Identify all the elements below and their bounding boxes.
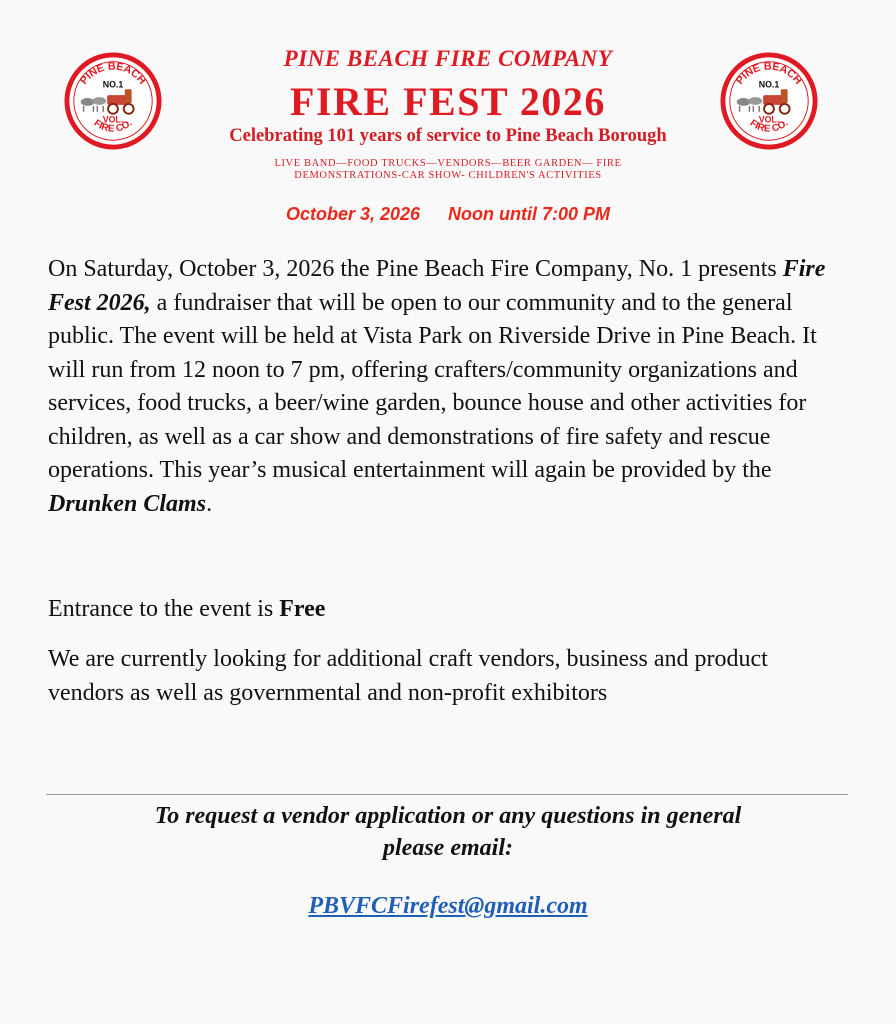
request-line-1: To request a vendor application or any questions in general <box>154 803 742 829</box>
page-title: FIRE FEST 2026 <box>290 79 606 124</box>
activities-line-1: LIVE BAND—FOOD TRUCKS—VENDORS—BEER GARDEN— FIRE <box>274 158 622 169</box>
subtitle: Celebrating 101 years of service to Pine Beach Borough <box>229 126 667 146</box>
request-instructions <box>0 800 896 864</box>
entrance-info <box>48 593 848 627</box>
event-date-row <box>0 204 896 225</box>
vendor-call: We are currently looking for additional craft vendors, business and product vendors as well as governmental and non-profit exhibitors <box>48 646 768 706</box>
event-time: Noon until 7:00 PM <box>448 204 611 224</box>
email-link[interactable]: PBVFCFirefest@gmail.com <box>308 893 588 919</box>
logo-bottom-text: FIRE CO. <box>747 117 791 135</box>
activities-list <box>0 158 896 182</box>
activities-line-2: DEMONSTRATIONS-CAR SHOW- CHILDREN'S ACTIVITIES <box>294 170 602 181</box>
description-text-2: a fundraiser that will be open to our community and to the general public. The event will be held at Vista Park on Riverside Drive in Pine Beach. It will run from 12 noon to 7 pm, offering crafters/community organizations and services, food trucks, a beer/wine garden, bounce house and other activities for children, as well as a car show and demonstrations of fire safety and rescue operations. This year’s musical entertainment will again be provided by the <box>48 289 817 483</box>
email-container <box>0 893 896 920</box>
logo-number: NO.1 <box>758 79 780 90</box>
entrance-text: Entrance to the event is <box>48 596 280 622</box>
logo-vol: VOL. <box>758 114 780 125</box>
description-text-3: . <box>206 490 213 517</box>
event-name-emphasis: Fire Fest 2026, <box>48 256 826 316</box>
company-name: PINE BEACH FIRE COMPANY <box>283 46 613 71</box>
logo-bottom-text: FIRE CO. <box>91 117 135 135</box>
band-name: Drunken Clams <box>48 490 207 517</box>
logo-top-text: PINE BEACH <box>77 60 149 87</box>
request-line-2: please email: <box>383 835 513 861</box>
description-text-1: On Saturday, October 3, 2026 the Pine Beach Fire Company, No. 1 presents <box>48 256 783 282</box>
logo-vol: VOL. <box>102 114 124 125</box>
free-label: Free <box>279 596 326 622</box>
divider <box>46 794 848 795</box>
logo-top-text: PINE BEACH <box>733 60 805 87</box>
event-date: October 3, 2026 <box>285 204 421 224</box>
logo-number: NO.1 <box>102 79 124 90</box>
event-description <box>48 253 848 521</box>
